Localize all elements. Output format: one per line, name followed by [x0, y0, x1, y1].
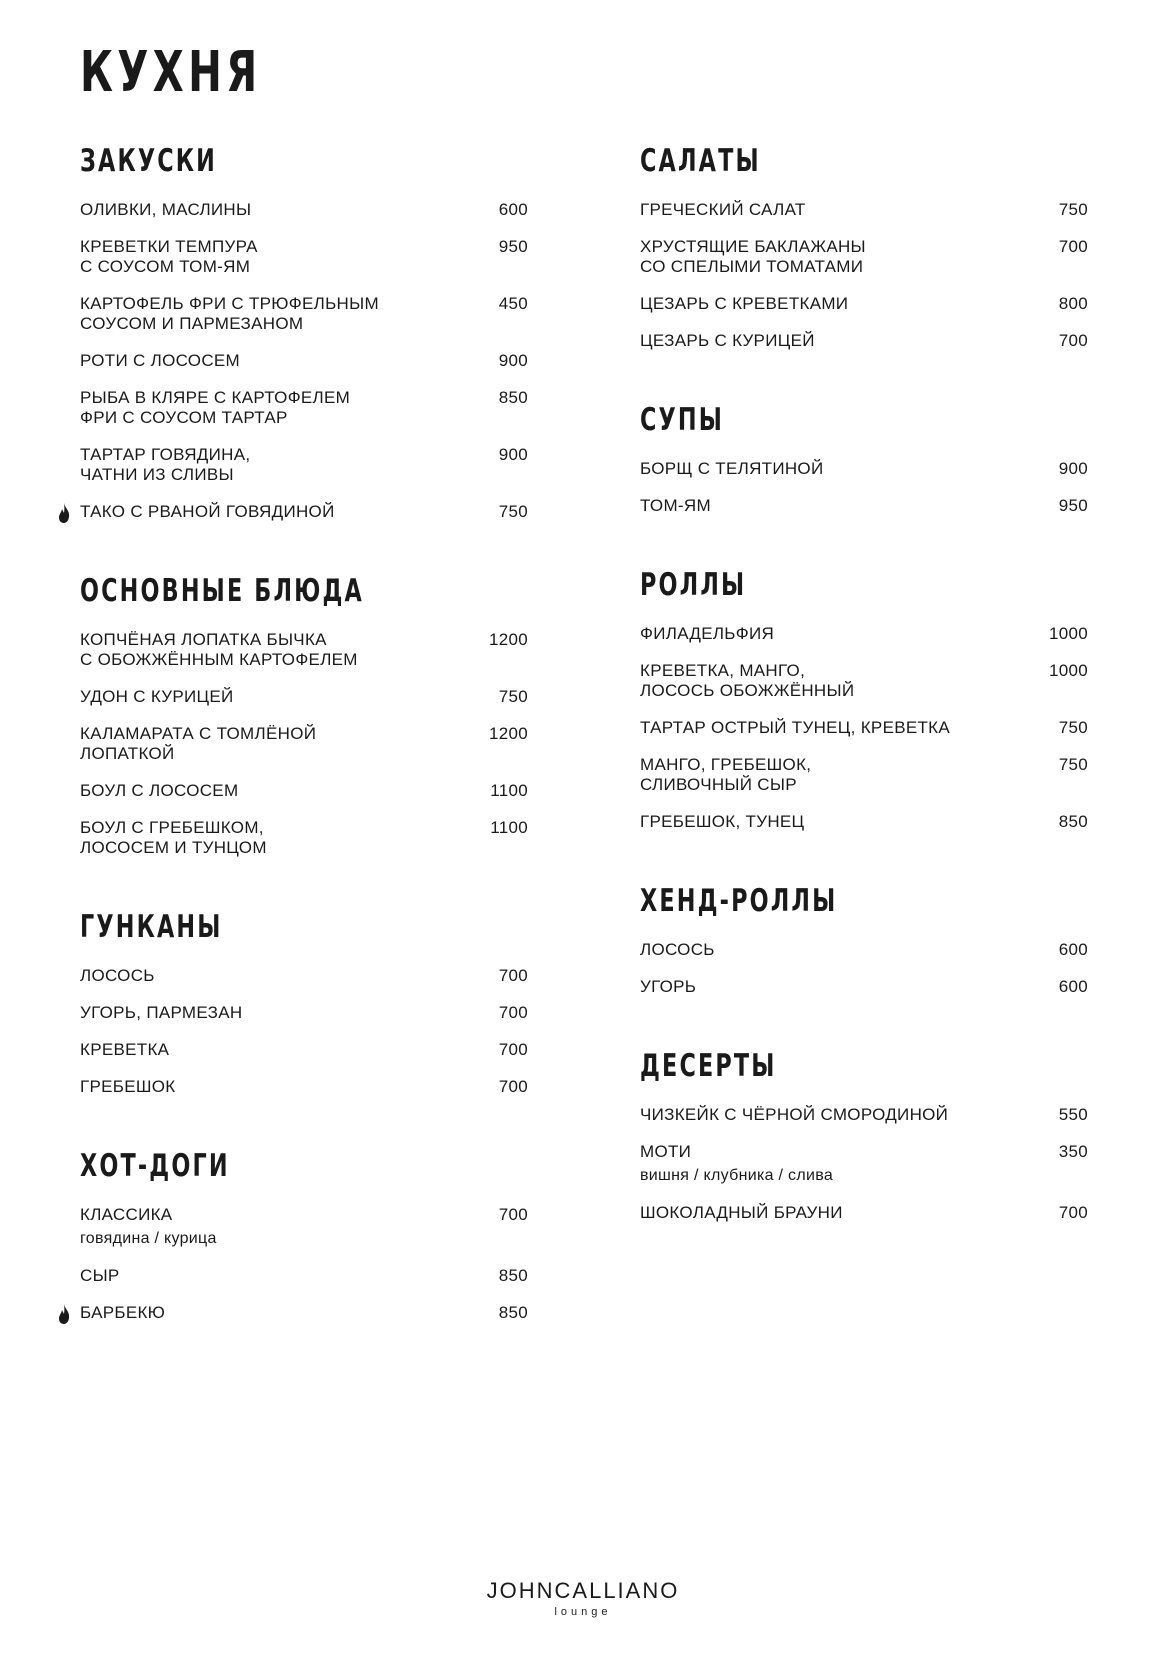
right-column	[640, 142, 1088, 1273]
menu-item	[80, 1040, 528, 1060]
item-name-block	[80, 200, 251, 220]
item-name-block	[640, 812, 804, 832]
item-price: 950	[1058, 496, 1088, 515]
menu-section	[640, 882, 1088, 997]
left-column	[80, 142, 528, 1373]
section-title: ДЕСЕРТЫ	[640, 1048, 777, 1084]
item-name-block	[80, 388, 350, 428]
item-price: 750	[1058, 200, 1088, 219]
menu-item	[640, 755, 1088, 795]
item-price: 900	[498, 445, 528, 464]
item-name-block	[80, 630, 358, 670]
item-name: УГОРЬ	[640, 977, 697, 996]
menu-item	[640, 940, 1088, 960]
item-name-block	[640, 237, 866, 277]
item-name-block	[640, 459, 823, 479]
item-name-block	[80, 294, 379, 334]
menu-section	[640, 142, 1088, 351]
menu-item	[80, 1003, 528, 1023]
item-name-block	[640, 1142, 833, 1186]
item-name-block	[640, 624, 774, 644]
item-price: 700	[1058, 1203, 1088, 1222]
item-price: 700	[498, 966, 528, 985]
item-name-block	[80, 502, 335, 522]
menu-item	[640, 496, 1088, 516]
item-name: КРЕВЕТКА	[80, 1040, 170, 1059]
section-title: ГУНКАНЫ	[80, 909, 223, 945]
item-name-block	[640, 331, 815, 351]
brand-name: JOHNCALLIANO	[486, 1578, 680, 1603]
item-name-block	[640, 661, 854, 701]
item-name: БАРБЕКЮ	[80, 1303, 166, 1322]
menu-section	[80, 908, 528, 1097]
flame-icon	[58, 1304, 70, 1324]
item-name: КАРТОФЕЛЬ ФРИ С ТРЮФЕЛЬНЫМ СОУСОМ И ПАРМЕЗАНОМ	[80, 294, 379, 333]
menu-item	[80, 351, 528, 371]
item-price: 850	[1058, 812, 1088, 831]
item-name-block	[640, 200, 806, 220]
brand-logo	[0, 1578, 1166, 1618]
item-name-block	[80, 1003, 242, 1023]
item-description: говядина / курица	[80, 1230, 217, 1247]
item-name-block	[80, 1266, 120, 1286]
menu-item	[80, 818, 528, 858]
item-name-block	[80, 445, 250, 485]
menu-item	[80, 687, 528, 707]
item-name: МАНГО, ГРЕБЕШОК, СЛИВОЧНЫЙ СЫР	[640, 755, 812, 794]
menu-item	[80, 1303, 528, 1323]
menu-item	[640, 1203, 1088, 1223]
item-name: БОУЛ С ГРЕБЕШКОМ, ЛОСОСЕМ И ТУНЦОМ	[80, 818, 267, 857]
item-name: ХРУСТЯЩИЕ БАКЛАЖАНЫ СО СПЕЛЫМИ ТОМАТАМИ	[640, 237, 866, 276]
item-name-block	[640, 1105, 948, 1125]
section-title: ХОТ-ДОГИ	[80, 1148, 230, 1184]
menu-item	[640, 200, 1088, 220]
menu-section	[640, 566, 1088, 832]
section-title: САЛАТЫ	[640, 143, 761, 179]
item-name: БОРЩ С ТЕЛЯТИНОЙ	[640, 459, 824, 478]
item-name: ЦЕЗАРЬ С КУРИЦЕЙ	[640, 331, 815, 350]
item-name-block	[80, 966, 155, 986]
section-title: ХЕНД-РОЛЛЫ	[640, 883, 838, 919]
item-name: РОТИ С ЛОСОСЕМ	[80, 351, 240, 370]
page-title: КУХНЯ	[80, 40, 262, 105]
item-name: СЫР	[80, 1266, 120, 1285]
item-price: 700	[498, 1205, 528, 1224]
item-price: 700	[498, 1040, 528, 1059]
item-name-block	[80, 818, 267, 858]
item-name: КОПЧЁНАЯ ЛОПАТКА БЫЧКА С ОБОЖЖЁННЫМ КАРТОФЕЛЕМ	[80, 630, 358, 669]
item-name: ГРЕБЕШОК, ТУНЕЦ	[640, 812, 805, 831]
item-name-block	[80, 1303, 165, 1323]
item-price: 950	[498, 237, 528, 256]
menu-section	[80, 1147, 528, 1323]
menu-item	[80, 1205, 528, 1249]
menu-item	[640, 812, 1088, 832]
item-name-block	[640, 1203, 843, 1223]
item-name: РЫБА В КЛЯРЕ С КАРТОФЕЛЕМ ФРИ С СОУСОМ ТАРТАР	[80, 388, 351, 427]
section-title: РОЛЛЫ	[640, 567, 747, 603]
item-name-block	[80, 781, 238, 801]
item-name: ТАРТАР ОСТРЫЙ ТУНЕЦ, КРЕВЕТКА	[640, 718, 951, 737]
item-name-block	[80, 724, 316, 764]
item-price: 700	[498, 1077, 528, 1096]
item-price: 700	[1058, 237, 1088, 256]
menu-item	[640, 459, 1088, 479]
item-name: ФИЛАДЕЛЬФИЯ	[640, 624, 775, 643]
item-price: 350	[1058, 1142, 1088, 1161]
item-price: 1100	[490, 818, 528, 837]
menu-item	[640, 661, 1088, 701]
item-price: 1200	[488, 630, 528, 649]
item-price: 750	[498, 687, 528, 706]
item-price: 700	[1058, 331, 1088, 350]
item-price: 850	[498, 1303, 528, 1322]
menu-item	[640, 624, 1088, 644]
menu-item	[80, 630, 528, 670]
item-name: ТАРТАР ГОВЯДИНА, ЧАТНИ ИЗ СЛИВЫ	[80, 445, 251, 484]
item-name-block	[640, 718, 950, 738]
menu-item	[640, 1142, 1088, 1186]
item-price: 600	[1058, 977, 1088, 996]
menu-section	[640, 1047, 1088, 1223]
menu-item	[80, 966, 528, 986]
menu-item	[80, 1266, 528, 1286]
item-name: ГРЕБЕШОК	[80, 1077, 176, 1096]
item-name: ОЛИВКИ, МАСЛИНЫ	[80, 200, 252, 219]
item-price: 750	[498, 502, 528, 521]
item-name-block	[640, 496, 711, 516]
section-title: ОСНОВНЫЕ БЛЮДА	[80, 573, 364, 609]
item-name: КЛАССИКА	[80, 1205, 173, 1224]
item-price: 1000	[1048, 624, 1088, 643]
item-name: КРЕВЕТКИ ТЕМПУРА С СОУСОМ ТОМ-ЯМ	[80, 237, 258, 276]
item-name: ТАКО С РВАНОЙ ГОВЯДИНОЙ	[80, 502, 335, 521]
item-name: ТОМ-ЯМ	[640, 496, 711, 515]
item-name-block	[80, 351, 240, 371]
item-name: ШОКОЛАДНЫЙ БРАУНИ	[640, 1203, 843, 1222]
menu-item	[80, 781, 528, 801]
item-name: ЧИЗКЕЙК С ЧЁРНОЙ СМОРОДИНОЙ	[640, 1105, 949, 1124]
item-price: 700	[498, 1003, 528, 1022]
menu-item	[80, 237, 528, 277]
item-name: ЛОСОСЬ	[640, 940, 715, 959]
item-name-block	[80, 1205, 217, 1249]
item-name: БОУЛ С ЛОСОСЕМ	[80, 781, 239, 800]
menu-item	[640, 331, 1088, 351]
menu-item	[80, 1077, 528, 1097]
menu-item	[640, 294, 1088, 314]
item-name: ГРЕЧЕСКИЙ САЛАТ	[640, 200, 806, 219]
item-description: вишня / клубника / слива	[640, 1167, 834, 1184]
item-price: 750	[1058, 755, 1088, 774]
item-name-block	[80, 237, 258, 277]
item-name: ЛОСОСЬ	[80, 966, 155, 985]
menu-section	[80, 142, 528, 522]
item-name: УГОРЬ, ПАРМЕЗАН	[80, 1003, 243, 1022]
item-name-block	[80, 1040, 169, 1060]
item-price: 1100	[490, 781, 528, 800]
item-name: ЦЕЗАРЬ С КРЕВЕТКАМИ	[640, 294, 849, 313]
menu-item	[80, 388, 528, 428]
menu-item	[640, 977, 1088, 997]
item-price: 750	[1058, 718, 1088, 737]
item-name-block	[80, 1077, 176, 1097]
item-price: 850	[498, 1266, 528, 1285]
menu-item	[80, 294, 528, 334]
item-price: 900	[498, 351, 528, 370]
brand-subtitle: lounge	[554, 1606, 612, 1618]
item-name-block	[80, 687, 234, 707]
item-name-block	[640, 977, 696, 997]
menu-item	[640, 1105, 1088, 1125]
item-name: УДОН С КУРИЦЕЙ	[80, 687, 234, 706]
menu-section	[640, 401, 1088, 516]
item-price: 600	[498, 200, 528, 219]
menu-item	[640, 718, 1088, 738]
menu-section	[80, 572, 528, 858]
menu-item	[80, 724, 528, 764]
menu-item	[80, 502, 528, 522]
item-price: 450	[498, 294, 528, 313]
item-name-block	[640, 294, 848, 314]
section-title: СУПЫ	[640, 402, 725, 438]
item-price: 1000	[1048, 661, 1088, 680]
item-price: 550	[1058, 1105, 1088, 1124]
item-price: 800	[1058, 294, 1088, 313]
flame-icon	[58, 503, 70, 523]
menu-item	[80, 445, 528, 485]
item-price: 1200	[488, 724, 528, 743]
item-name: КРЕВЕТКА, МАНГО, ЛОСОСЬ ОБОЖЖЁННЫЙ	[640, 661, 855, 700]
item-name-block	[640, 755, 811, 795]
menu-item	[640, 237, 1088, 277]
item-name-block	[640, 940, 715, 960]
item-price: 850	[498, 388, 528, 407]
item-price: 600	[1058, 940, 1088, 959]
item-name: МОТИ	[640, 1142, 692, 1161]
item-name: КАЛАМАРАТА С ТОМЛЁНОЙ ЛОПАТКОЙ	[80, 724, 317, 763]
item-price: 900	[1058, 459, 1088, 478]
section-title: ЗАКУСКИ	[80, 143, 218, 179]
menu-item	[80, 200, 528, 220]
